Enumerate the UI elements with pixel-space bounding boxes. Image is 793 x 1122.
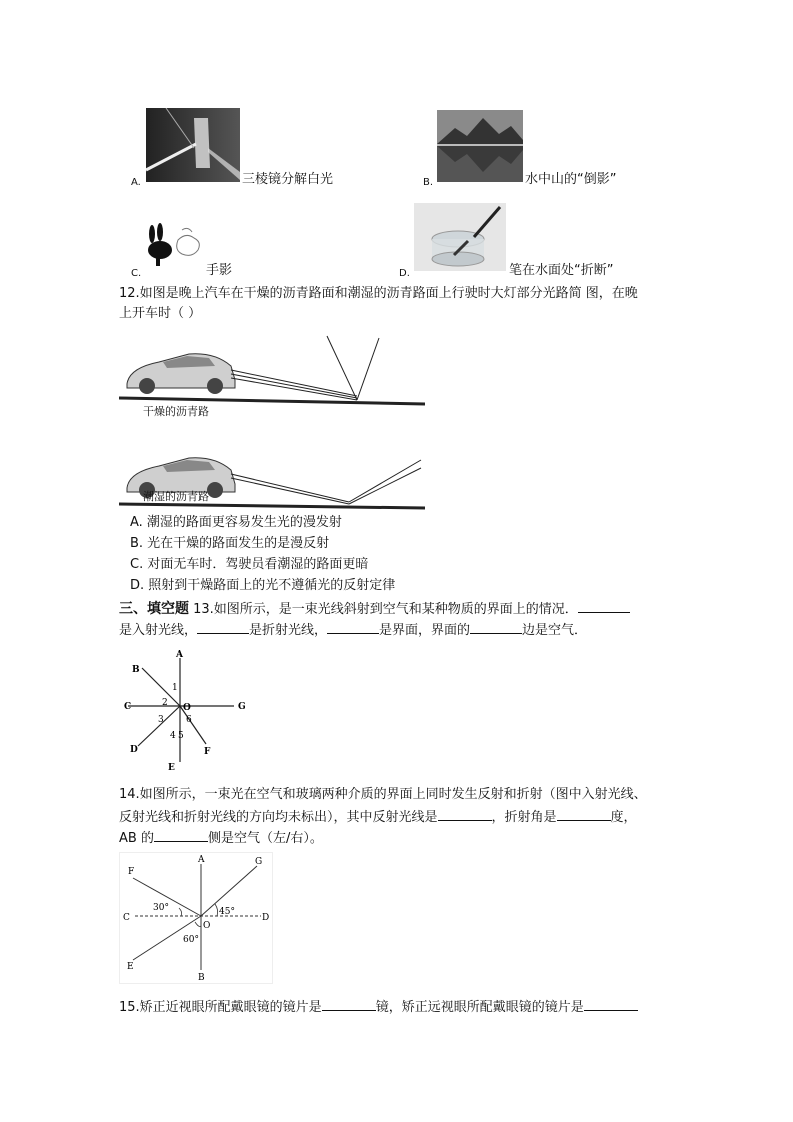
q14-text-2: ，折射角是: [491, 810, 557, 825]
wet-reflect-1: [349, 460, 421, 502]
fig13-label-d: D: [130, 745, 138, 755]
q13-text-4: 边是空气．: [522, 623, 588, 638]
dry-road-car: [127, 354, 235, 394]
q15-blank-2[interactable]: [584, 996, 638, 1011]
fig14-label-d: D: [262, 913, 270, 923]
fig14-label-f: F: [128, 867, 135, 877]
prism-photo: [146, 108, 240, 182]
q13-blank-1[interactable]: [578, 598, 630, 613]
option-b: [423, 172, 433, 193]
q13-line2: [119, 619, 587, 641]
option-c-text: 手影: [206, 263, 233, 278]
option-d: [399, 263, 410, 284]
pencil-in-water-photo: [414, 203, 506, 271]
fig13-angle-4: 4: [170, 731, 176, 741]
fig13-label-f: F: [204, 747, 211, 757]
q13-blank-3[interactable]: [327, 619, 379, 634]
option-a-text: 三棱镜分解白光: [242, 172, 334, 187]
fig14-label-g: G: [255, 857, 263, 867]
fig13-angle-3: 3: [158, 715, 164, 725]
option-a-letter: A.: [131, 177, 141, 188]
q13-figure: [124, 648, 254, 774]
q14-text-4: AB 的: [119, 831, 154, 846]
q14-figure: [119, 852, 273, 984]
q14-line1: 14.如图所示，一束光在空气和玻璃两种介质的界面上同时发生反射和折射（图中入射光线、: [119, 787, 647, 802]
fig13-label-g: G: [238, 702, 246, 712]
option-b-letter: B.: [423, 177, 434, 188]
option-d-text: 笔在水面处“折断”: [509, 263, 614, 278]
q12-stem-line1: 12.如图是晚上汽车在干燥的沥青路面和潮湿的沥青路面上行驶时大灯部分光路简 图，在晚: [119, 286, 638, 301]
dry-ray-2: [231, 374, 357, 398]
option-d-photo: [414, 203, 506, 271]
option-a-photo: [146, 108, 240, 182]
fig14-angle-45: 45°: [219, 907, 235, 917]
q12-option-c: C. 对面无车时．驾驶员看潮湿的路面更暗: [130, 557, 369, 572]
q14-blank-1[interactable]: [438, 806, 492, 821]
dry-ray-1: [231, 370, 357, 396]
q13-line1: [119, 598, 630, 620]
q13-text-3: 是界面，界面的: [379, 623, 471, 638]
option-c-photo: [142, 222, 204, 272]
q13-text-1: 是入射光线，: [119, 623, 198, 638]
fig13-label-a: A: [176, 650, 183, 660]
fig14-angle-60: 60°: [183, 935, 199, 945]
q13-blank-2[interactable]: [197, 619, 249, 634]
fig14-label-o: O: [203, 921, 211, 931]
q14-text-1: 反射光线和折射光线的方向均未标出），其中反射光线是: [119, 810, 438, 825]
fig13-angle-1: 1: [172, 683, 178, 693]
hand-shadow-picture: [142, 222, 204, 272]
fig14-angle-30: 30°: [153, 903, 169, 913]
mountain-reflection-photo: [437, 110, 523, 182]
wet-road-label: 潮湿的沥青路: [143, 490, 209, 503]
option-b-text: 水中山的“倒影”: [525, 172, 617, 187]
fig14-label-b: B: [198, 973, 205, 983]
wet-ray-1: [231, 474, 349, 502]
fig13-angle-6: 6: [186, 715, 192, 725]
q14-line2: [119, 806, 637, 828]
q14-line3: [119, 827, 323, 849]
q14-text-3: 度，: [610, 810, 637, 825]
wet-ray-2: [231, 478, 349, 504]
q15-line: [119, 996, 638, 1018]
refraction-diagram-13: [124, 648, 254, 774]
q14-text-5: 侧是空气（左/右）。: [207, 831, 323, 846]
q12-stem-line2: 上开车时（ ）: [119, 306, 202, 321]
q14-blank-2[interactable]: [557, 806, 611, 821]
q12-option-a: A. 潮湿的路面更容易发生光的漫发射: [130, 515, 342, 530]
fig13-label-b: B: [132, 665, 140, 675]
q13-text-2: 是折射光线，: [249, 623, 328, 638]
q12-option-b: B. 光在干燥的路面发生的是漫反射: [130, 536, 330, 551]
option-d-letter: D.: [399, 268, 410, 279]
fig13-angle-2: 2: [162, 698, 168, 708]
q14-blank-3[interactable]: [154, 827, 208, 842]
q15-text-2: 镜，矫正远视眼所配戴眼镜的镜片是: [375, 1000, 584, 1015]
dry-reflect-2: [357, 338, 379, 400]
car-headlight-diagram: [119, 332, 425, 512]
option-c: [131, 263, 141, 284]
option-c-letter: C.: [131, 268, 142, 279]
fig13-label-o: O: [183, 703, 191, 713]
refraction-diagram-14: [119, 852, 273, 984]
dry-ray-3: [231, 378, 357, 400]
wet-reflect-2: [349, 468, 421, 504]
option-b-photo: [437, 110, 523, 182]
q15-text-1: 15.矫正近视眼所配戴眼镜的镜片是: [119, 1000, 322, 1015]
q15-blank-1[interactable]: [322, 996, 376, 1011]
fig14-label-c: C: [123, 913, 130, 923]
fig14-label-e: E: [127, 962, 134, 972]
fig14-label-a: A: [198, 855, 205, 865]
q12-figure: [119, 332, 425, 512]
fig13-label-e: E: [168, 763, 175, 773]
section-heading: 三、填空题: [119, 601, 189, 617]
q13-stem: 13.如图所示，是一束光线斜射到空气和某种物质的界面上的情况．: [189, 602, 578, 617]
fig13-angle-5: 5: [178, 731, 184, 741]
fig13-label-c: C: [124, 702, 132, 712]
dry-road-label: 干燥的沥青路: [143, 405, 209, 418]
q12-option-d: D. 照射到干燥路面上的光不遵循光的反射定律: [130, 578, 396, 593]
q13-blank-4[interactable]: [470, 619, 522, 634]
option-a: [131, 172, 141, 193]
